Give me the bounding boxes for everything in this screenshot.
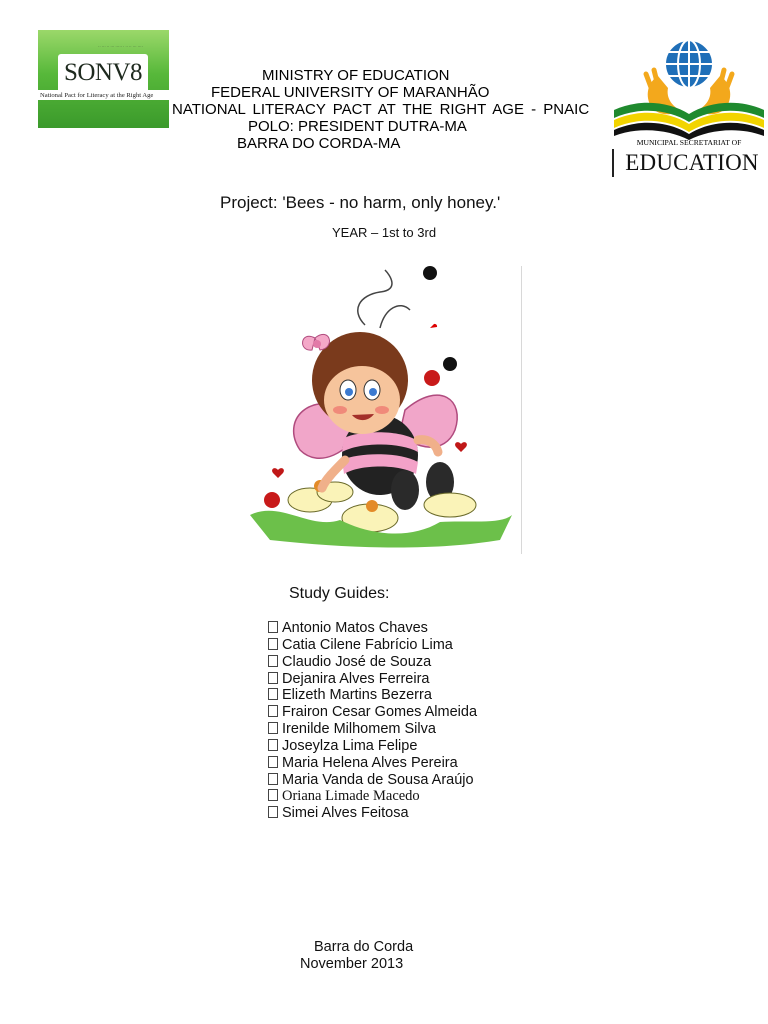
header-university: FEDERAL UNIVERSITY OF MARANHÃO [211, 84, 490, 101]
logo-title: SONV8 [63, 59, 143, 86]
study-guides-list [268, 620, 477, 822]
logo-caption: National Pact for Literacy at the Right Age [40, 92, 154, 99]
list-item [268, 687, 477, 704]
list-item [268, 755, 477, 772]
list-item [268, 721, 477, 738]
header-city: BARRA DO CORDA-MA [237, 135, 401, 152]
guide-name: Maria Vanda de Sousa Araújo [282, 771, 474, 788]
list-item [268, 654, 477, 671]
header-pact: NATIONAL LITERACY PACT AT THE RIGHT AGE - PNAIC [172, 101, 590, 118]
illustration-divider [521, 266, 522, 554]
secretariat-subtitle: MUNICIPAL SECRETARIAT OF [636, 138, 742, 147]
guide-name: Elizeth Martins Bezerra [282, 687, 432, 704]
list-item [268, 738, 477, 755]
guide-name: Maria Helena Alves Pereira [282, 754, 458, 771]
bullet-box-icon [268, 638, 278, 650]
guide-name: Irenilde Milhomem Silva [282, 721, 436, 738]
guide-name: Oriana Limade Macedo [282, 788, 420, 805]
bullet-box-icon [268, 705, 278, 717]
bullet-box-icon [268, 722, 278, 734]
bullet-box-icon [268, 789, 278, 801]
header-polo: POLO: PRESIDENT DUTRA-MA [248, 118, 467, 135]
study-guides-heading: Study Guides: [289, 585, 390, 602]
header-ministry: MINISTRY OF EDUCATION [262, 67, 450, 84]
guide-name: Antonio Matos Chaves [282, 620, 428, 636]
list-item [268, 772, 477, 789]
guide-name: Joseylza Lima Felipe [282, 737, 418, 754]
secretariat-title: EDUCATION [612, 149, 768, 177]
bullet-box-icon [268, 806, 278, 818]
footer-city: Barra do Corda [314, 939, 414, 955]
guide-name: Claudio José de Souza [282, 653, 432, 670]
bullet-box-icon [268, 672, 278, 684]
bullet-box-icon [268, 739, 278, 751]
year-range: YEAR – 1st to 3rd [332, 225, 437, 240]
project-title: Project: 'Bees - no harm, only honey.' [220, 193, 501, 212]
footer-date: November 2013 [300, 956, 404, 972]
pnaic-logo [38, 30, 169, 128]
logo-fine-print: ·· ··· ·· ··· ····· · ·· ·· ··· ···· [98, 44, 143, 49]
list-item [268, 620, 477, 637]
list-item [268, 788, 477, 805]
list-item [268, 637, 477, 654]
list-item [268, 671, 477, 688]
bullet-box-icon [268, 655, 278, 667]
bullet-box-icon [268, 688, 278, 700]
list-item [268, 704, 477, 721]
bee-girl-illustration [240, 260, 520, 560]
bullet-box-icon [268, 621, 278, 633]
guide-name: Dejanira Alves Ferreira [282, 670, 430, 687]
guide-name: Simei Alves Feitosa [282, 805, 409, 822]
guide-name: Catia Cilene Fabrício Lima [282, 636, 453, 653]
bullet-box-icon [268, 773, 278, 785]
guide-name: Frairon Cesar Gomes Almeida [282, 704, 478, 721]
globe-hands-emblem [610, 36, 768, 140]
bullet-box-icon [268, 756, 278, 768]
education-secretariat-logo [610, 36, 768, 182]
list-item [268, 805, 477, 822]
